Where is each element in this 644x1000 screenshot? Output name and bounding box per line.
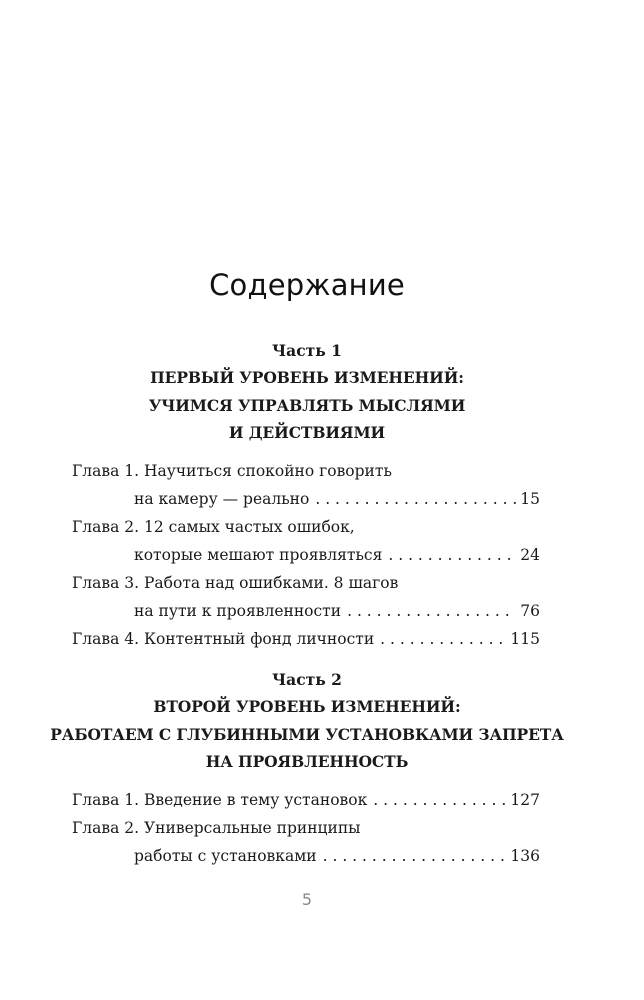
leader-dots [380, 625, 506, 653]
chapter-title: которые мешают проявляться [134, 546, 383, 564]
toc-entry-continuation[interactable] [72, 485, 540, 513]
part-2-toc [72, 786, 540, 870]
part-heading-line: ВТОРОЙ УРОВЕНЬ ИЗМЕНЕНИЙ: [153, 697, 461, 716]
part-heading-line: РАБОТАЕМ С ГЛУБИННЫМИ УСТАНОВКАМИ ЗАПРЕТА [50, 724, 564, 744]
chapter-title: работы с установками [134, 847, 317, 865]
toc-entry[interactable] [72, 625, 540, 653]
chapter-prefix: Глава 2. [72, 819, 140, 837]
chapter-page: 76 [520, 602, 540, 620]
toc-entry[interactable] [72, 513, 540, 541]
part-label: Часть 1 [272, 341, 342, 360]
toc-entry[interactable] [72, 786, 540, 814]
chapter-page: 127 [510, 791, 540, 809]
chapter-prefix: Глава 2. [72, 518, 140, 536]
chapter-title: Контентный фонд личности [143, 630, 375, 648]
chapter-page: 15 [520, 490, 540, 508]
part-2-heading [0, 667, 614, 776]
chapter-title: Введение в тему установок [143, 791, 368, 809]
chapter-title: на пути к проявленности [134, 602, 342, 620]
part-heading-line: УЧИМСЯ УПРАВЛЯТЬ МЫСЛЯМИ [148, 395, 466, 415]
toc-entry-continuation[interactable] [72, 541, 540, 569]
chapter-prefix: Глава 1. [72, 462, 140, 480]
part-heading-line: НА ПРОЯВЛЕННОСТЬ [205, 752, 409, 771]
chapter-page: 24 [520, 546, 540, 564]
toc-entry[interactable] [72, 457, 540, 485]
leader-dots [315, 485, 516, 513]
chapter-prefix: Глава 4. [72, 630, 140, 648]
part-1-heading [0, 338, 614, 447]
toc-entry[interactable] [72, 569, 540, 597]
toc-entry-continuation[interactable] [72, 597, 540, 625]
part-heading-line: И ДЕЙСТВИЯМИ [228, 423, 386, 442]
leader-dots [388, 541, 516, 569]
chapter-title: 12 самых частых ошибок, [143, 518, 355, 536]
chapter-prefix: Глава 1. [72, 791, 140, 809]
leader-dots [373, 786, 506, 814]
chapter-title: Научиться спокойно говорить [143, 462, 392, 480]
chapter-page: 115 [510, 630, 540, 648]
chapter-title: Универсальные принципы [143, 819, 361, 837]
part-label: Часть 2 [272, 670, 342, 689]
part-heading-line: ПЕРВЫЙ УРОВЕНЬ ИЗМЕНЕНИЙ: [150, 368, 464, 387]
chapter-title: на камеру — реально [134, 490, 310, 508]
page-title: Содержание [209, 268, 405, 302]
page-number: 5 [301, 890, 313, 909]
toc-entry-continuation[interactable] [72, 842, 540, 870]
leader-dots [323, 842, 507, 870]
leader-dots [347, 597, 516, 625]
part-1-toc [72, 457, 540, 653]
chapter-title: Работа над ошибками. 8 шагов [143, 574, 399, 592]
toc-entry[interactable] [72, 814, 540, 842]
chapter-page: 136 [510, 847, 540, 865]
chapter-prefix: Глава 3. [72, 574, 140, 592]
